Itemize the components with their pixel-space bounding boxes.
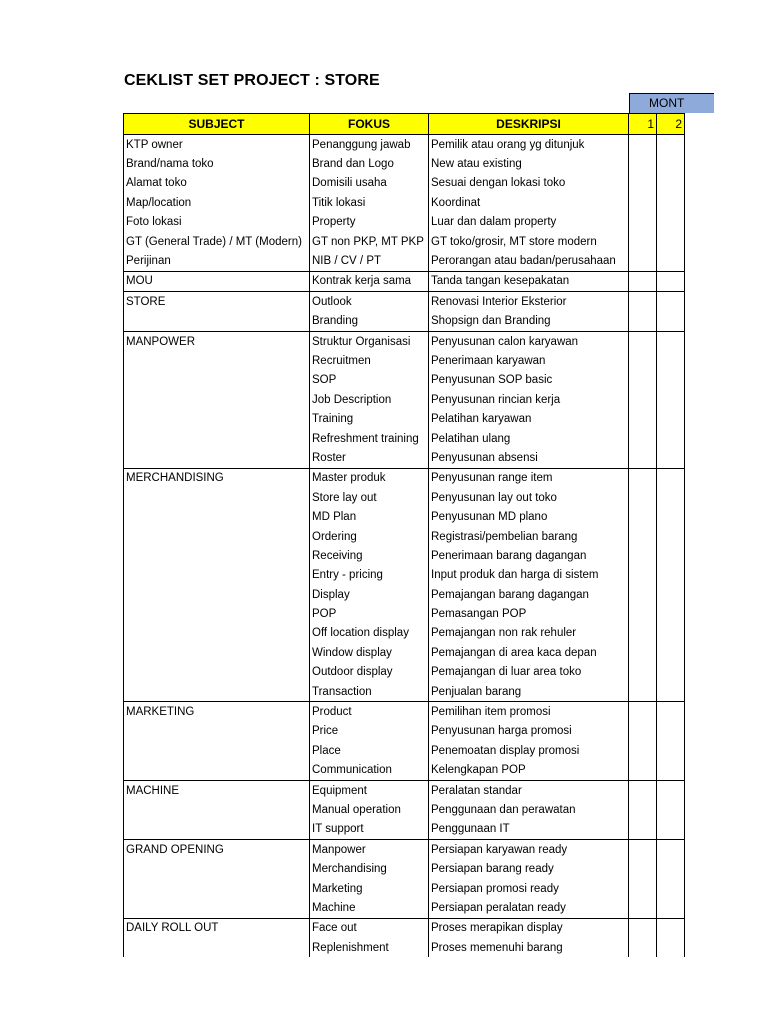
cell-deskripsi[interactable]: Proses merapikan display [429, 918, 629, 938]
cell-month-1[interactable] [629, 682, 657, 702]
cell-month-1[interactable] [629, 702, 657, 722]
cell-deskripsi[interactable]: GT toko/grosir, MT store modern [429, 232, 629, 251]
cell-month-2[interactable] [657, 448, 685, 468]
cell-month-2[interactable] [657, 527, 685, 546]
cell-subject[interactable] [124, 722, 310, 741]
cell-month-1[interactable] [629, 251, 657, 271]
cell-fokus[interactable]: Kontrak kerja sama [310, 271, 429, 291]
cell-month-1[interactable] [629, 409, 657, 428]
table-row [124, 174, 685, 193]
cell-fokus[interactable]: Marketing [310, 879, 429, 898]
table-row [124, 488, 685, 507]
cell-month-1[interactable] [629, 468, 657, 488]
cell-deskripsi[interactable]: Registrasi/pembelian barang [429, 527, 629, 546]
cell-subject[interactable] [124, 488, 310, 507]
cell-month-2[interactable] [657, 938, 685, 957]
cell-subject[interactable] [124, 938, 310, 957]
cell-fokus[interactable]: Transaction [310, 682, 429, 702]
cell-month-2[interactable] [657, 780, 685, 800]
cell-month-2[interactable] [657, 546, 685, 565]
cell-fokus[interactable]: Equipment [310, 780, 429, 800]
cell-subject[interactable] [124, 390, 310, 409]
cell-deskripsi[interactable]: Pemajangan barang dagangan [429, 585, 629, 604]
cell-subject[interactable] [124, 351, 310, 370]
cell-fokus[interactable]: Ordering [310, 527, 429, 546]
cell-month-1[interactable] [629, 371, 657, 390]
cell-deskripsi[interactable]: Proses memenuhi barang [429, 938, 629, 957]
cell-fokus[interactable]: GT non PKP, MT PKP [310, 232, 429, 251]
cell-fokus[interactable]: Product [310, 702, 429, 722]
cell-deskripsi[interactable]: Renovasi Interior Eksterior [429, 292, 629, 312]
table-row [124, 507, 685, 526]
cell-month-1[interactable] [629, 624, 657, 643]
cell-deskripsi[interactable]: Penyusunan absensi [429, 448, 629, 468]
cell-month-2[interactable] [657, 663, 685, 682]
cell-deskripsi[interactable]: Pemilihan item promosi [429, 702, 629, 722]
cell-month-1[interactable] [629, 232, 657, 251]
cell-month-2[interactable] [657, 312, 685, 332]
cell-fokus[interactable]: Store lay out [310, 488, 429, 507]
table-row [124, 663, 685, 682]
table-row [124, 643, 685, 662]
cell-month-2[interactable] [657, 292, 685, 312]
cell-subject[interactable]: Alamat toko [124, 174, 310, 193]
cell-month-2[interactable] [657, 585, 685, 604]
cell-month-2[interactable] [657, 488, 685, 507]
cell-month-2[interactable] [657, 409, 685, 428]
cell-fokus[interactable]: Manpower [310, 840, 429, 860]
cell-month-1[interactable] [629, 154, 657, 173]
cell-deskripsi[interactable]: Perorangan atau badan/perusahaan [429, 251, 629, 271]
table-row [124, 682, 685, 702]
cell-month-1[interactable] [629, 566, 657, 585]
table-row [124, 135, 685, 155]
cell-month-2[interactable] [657, 371, 685, 390]
cell-fokus[interactable]: NIB / CV / PT [310, 251, 429, 271]
table-row [124, 840, 685, 860]
table-row [124, 585, 685, 604]
cell-month-2[interactable] [657, 232, 685, 251]
cell-deskripsi[interactable]: Persiapan peralatan ready [429, 898, 629, 918]
table-row [124, 604, 685, 623]
cell-subject[interactable]: Foto lokasi [124, 213, 310, 232]
cell-subject[interactable] [124, 800, 310, 819]
table-row [124, 448, 685, 468]
cell-month-2[interactable] [657, 761, 685, 781]
cell-fokus[interactable]: Communication [310, 761, 429, 781]
cell-deskripsi[interactable]: Pemajangan di luar area toko [429, 663, 629, 682]
cell-month-2[interactable] [657, 566, 685, 585]
cell-deskripsi[interactable]: Pemajangan di area kaca depan [429, 643, 629, 662]
cell-month-2[interactable] [657, 702, 685, 722]
cell-fokus[interactable]: Refreshment training [310, 429, 429, 448]
cell-fokus[interactable]: Penanggung jawab [310, 135, 429, 155]
cell-subject[interactable] [124, 566, 310, 585]
cell-deskripsi[interactable]: Tanda tangan kesepakatan [429, 271, 629, 291]
cell-month-1[interactable] [629, 488, 657, 507]
cell-deskripsi[interactable]: Persiapan promosi ready [429, 879, 629, 898]
cell-fokus[interactable]: Struktur Organisasi [310, 331, 429, 351]
cell-month-1[interactable] [629, 429, 657, 448]
cell-deskripsi[interactable]: New atau existing [429, 154, 629, 173]
cell-month-1[interactable] [629, 604, 657, 623]
cell-month-2[interactable] [657, 390, 685, 409]
cell-month-1[interactable] [629, 761, 657, 781]
cell-subject[interactable]: STORE [124, 292, 310, 312]
cell-subject[interactable] [124, 604, 310, 623]
cell-subject[interactable]: MARKETING [124, 702, 310, 722]
cell-month-1[interactable] [629, 390, 657, 409]
cell-deskripsi[interactable]: Pelatihan karyawan [429, 409, 629, 428]
cell-subject[interactable] [124, 409, 310, 428]
cell-deskripsi[interactable]: Pemasangan POP [429, 604, 629, 623]
cell-subject[interactable]: Map/location [124, 193, 310, 212]
cell-fokus[interactable]: Job Description [310, 390, 429, 409]
cell-month-1[interactable] [629, 780, 657, 800]
cell-month-2[interactable] [657, 820, 685, 840]
column-header-fokus[interactable]: FOKUS [310, 114, 429, 135]
table-row [124, 271, 685, 291]
cell-deskripsi[interactable]: Penemoatan display promosi [429, 741, 629, 760]
cell-subject[interactable] [124, 859, 310, 878]
table-row [124, 468, 685, 488]
cell-subject[interactable]: MANPOWER [124, 331, 310, 351]
cell-month-2[interactable] [657, 840, 685, 860]
cell-fokus[interactable]: Off location display [310, 624, 429, 643]
cell-month-2[interactable] [657, 879, 685, 898]
cell-month-2[interactable] [657, 624, 685, 643]
cell-fokus[interactable]: Price [310, 722, 429, 741]
table-row [124, 251, 685, 271]
cell-fokus[interactable]: Window display [310, 643, 429, 662]
column-header-subject[interactable]: SUBJECT [124, 114, 310, 135]
cell-subject[interactable] [124, 643, 310, 662]
cell-deskripsi[interactable]: Penyusunan MD plano [429, 507, 629, 526]
table-row [124, 741, 685, 760]
cell-deskripsi[interactable]: Penyusunan lay out toko [429, 488, 629, 507]
table-row [124, 312, 685, 332]
cell-subject[interactable]: KTP owner [124, 135, 310, 155]
cell-month-2[interactable] [657, 682, 685, 702]
table-row [124, 232, 685, 251]
table-row [124, 938, 685, 957]
cell-month-1[interactable] [629, 840, 657, 860]
table-row [124, 566, 685, 585]
table-row [124, 722, 685, 741]
cell-month-2[interactable] [657, 918, 685, 938]
cell-month-2[interactable] [657, 174, 685, 193]
cell-subject[interactable] [124, 527, 310, 546]
table-row [124, 429, 685, 448]
cell-month-1[interactable] [629, 918, 657, 938]
cell-month-1[interactable] [629, 331, 657, 351]
cell-subject[interactable]: MOU [124, 271, 310, 291]
cell-deskripsi[interactable]: Pemajangan non rak rehuler [429, 624, 629, 643]
cell-deskripsi[interactable]: Persiapan karyawan ready [429, 840, 629, 860]
cell-month-1[interactable] [629, 174, 657, 193]
cell-deskripsi[interactable]: Shopsign dan Branding [429, 312, 629, 332]
cell-fokus[interactable]: Master produk [310, 468, 429, 488]
cell-month-1[interactable] [629, 643, 657, 662]
cell-fokus[interactable]: MD Plan [310, 507, 429, 526]
cell-subject[interactable]: Brand/nama toko [124, 154, 310, 173]
cell-fokus[interactable]: Training [310, 409, 429, 428]
cell-subject[interactable] [124, 663, 310, 682]
cell-month-2[interactable] [657, 722, 685, 741]
cell-deskripsi[interactable]: Pemilik atau orang yg ditunjuk [429, 135, 629, 155]
cell-deskripsi[interactable]: Kelengkapan POP [429, 761, 629, 781]
cell-month-2[interactable] [657, 429, 685, 448]
table-row [124, 331, 685, 351]
table-row [124, 371, 685, 390]
cell-month-1[interactable] [629, 741, 657, 760]
cell-deskripsi[interactable]: Input produk dan harga di sistem [429, 566, 629, 585]
table-row [124, 351, 685, 370]
cell-month-2[interactable] [657, 898, 685, 918]
cell-deskripsi[interactable]: Koordinat [429, 193, 629, 212]
table-row [124, 409, 685, 428]
cell-month-2[interactable] [657, 351, 685, 370]
cell-month-1[interactable] [629, 938, 657, 957]
header-row [124, 114, 685, 135]
cell-deskripsi[interactable]: Penyusunan rincian kerja [429, 390, 629, 409]
cell-month-1[interactable] [629, 213, 657, 232]
cell-subject[interactable]: MERCHANDISING [124, 468, 310, 488]
cell-month-2[interactable] [657, 741, 685, 760]
cell-deskripsi[interactable]: Penyusunan SOP basic [429, 371, 629, 390]
cell-subject[interactable] [124, 741, 310, 760]
cell-subject[interactable] [124, 448, 310, 468]
cell-month-1[interactable] [629, 135, 657, 155]
cell-month-2[interactable] [657, 604, 685, 623]
cell-deskripsi[interactable]: Peralatan standar [429, 780, 629, 800]
cell-month-2[interactable] [657, 859, 685, 878]
table-row [124, 918, 685, 938]
cell-fokus[interactable]: POP [310, 604, 429, 623]
cell-subject[interactable] [124, 682, 310, 702]
cell-month-1[interactable] [629, 193, 657, 212]
cell-subject[interactable]: MACHINE [124, 780, 310, 800]
cell-month-2[interactable] [657, 251, 685, 271]
cell-subject[interactable] [124, 585, 310, 604]
sheet-title: CEKLIST SET PROJECT : STORE [124, 72, 380, 89]
cell-deskripsi[interactable]: Sesuai dengan lokasi toko [429, 174, 629, 193]
cell-month-2[interactable] [657, 800, 685, 819]
cell-fokus[interactable]: Machine [310, 898, 429, 918]
cell-deskripsi[interactable]: Penggunaan IT [429, 820, 629, 840]
cell-subject[interactable]: DAILY ROLL OUT [124, 918, 310, 938]
cell-fokus[interactable]: Roster [310, 448, 429, 468]
cell-fokus[interactable]: Entry - pricing [310, 566, 429, 585]
cell-fokus[interactable]: Receiving [310, 546, 429, 565]
cell-deskripsi[interactable]: Penyusunan harga promosi [429, 722, 629, 741]
cell-month-1[interactable] [629, 546, 657, 565]
cell-deskripsi[interactable]: Luar dan dalam property [429, 213, 629, 232]
cell-month-2[interactable] [657, 271, 685, 291]
cell-fokus[interactable]: IT support [310, 820, 429, 840]
checklist-table [123, 113, 685, 957]
table-row [124, 154, 685, 173]
cell-deskripsi[interactable]: Penerimaan karyawan [429, 351, 629, 370]
cell-month-2[interactable] [657, 331, 685, 351]
cell-month-2[interactable] [657, 193, 685, 212]
cell-subject[interactable] [124, 624, 310, 643]
table-row [124, 292, 685, 312]
cell-subject[interactable]: GRAND OPENING [124, 840, 310, 860]
column-header-month-2[interactable]: 2 [657, 114, 685, 135]
cell-subject[interactable] [124, 820, 310, 840]
cell-fokus[interactable]: Manual operation [310, 800, 429, 819]
cell-month-1[interactable] [629, 879, 657, 898]
cell-month-1[interactable] [629, 663, 657, 682]
cell-month-1[interactable] [629, 351, 657, 370]
cell-fokus[interactable]: SOP [310, 371, 429, 390]
table-row [124, 820, 685, 840]
cell-fokus[interactable]: Outdoor display [310, 663, 429, 682]
cell-fokus[interactable]: Domisili usaha [310, 174, 429, 193]
cell-month-2[interactable] [657, 507, 685, 526]
cell-subject[interactable] [124, 371, 310, 390]
cell-month-1[interactable] [629, 898, 657, 918]
cell-deskripsi[interactable]: Penyusunan calon karyawan [429, 331, 629, 351]
table-row [124, 546, 685, 565]
table-row [124, 780, 685, 800]
cell-fokus[interactable]: Display [310, 585, 429, 604]
table-row [124, 624, 685, 643]
cell-subject[interactable]: GT (General Trade) / MT (Modern) [124, 232, 310, 251]
cell-fokus[interactable]: Property [310, 213, 429, 232]
table-row [124, 702, 685, 722]
cell-month-1[interactable] [629, 585, 657, 604]
table-row [124, 213, 685, 232]
cell-subject[interactable] [124, 312, 310, 332]
table-row [124, 527, 685, 546]
cell-subject[interactable] [124, 546, 310, 565]
cell-deskripsi[interactable]: Penggunaan dan perawatan [429, 800, 629, 819]
cell-subject[interactable]: Perijinan [124, 251, 310, 271]
cell-fokus[interactable]: Place [310, 741, 429, 760]
cell-month-1[interactable] [629, 527, 657, 546]
cell-month-1[interactable] [629, 820, 657, 840]
cell-month-2[interactable] [657, 643, 685, 662]
cell-deskripsi[interactable]: Penjualan barang [429, 682, 629, 702]
cell-subject[interactable] [124, 507, 310, 526]
cell-deskripsi[interactable]: Pelatihan ulang [429, 429, 629, 448]
cell-month-2[interactable] [657, 154, 685, 173]
table-row [124, 859, 685, 878]
cell-fokus[interactable]: Brand dan Logo [310, 154, 429, 173]
cell-month-2[interactable] [657, 213, 685, 232]
cell-deskripsi[interactable]: Persiapan barang ready [429, 859, 629, 878]
table-row [124, 193, 685, 212]
table-row [124, 800, 685, 819]
cell-month-1[interactable] [629, 312, 657, 332]
cell-deskripsi[interactable]: Penyusunan range item [429, 468, 629, 488]
cell-month-1[interactable] [629, 271, 657, 291]
cell-month-2[interactable] [657, 468, 685, 488]
cell-subject[interactable] [124, 761, 310, 781]
cell-fokus[interactable]: Face out [310, 918, 429, 938]
cell-month-1[interactable] [629, 800, 657, 819]
cell-deskripsi[interactable]: Penerimaan barang dagangan [429, 546, 629, 565]
cell-month-1[interactable] [629, 292, 657, 312]
cell-subject[interactable] [124, 898, 310, 918]
cell-month-1[interactable] [629, 722, 657, 741]
cell-month-1[interactable] [629, 859, 657, 878]
cell-fokus[interactable]: Titik lokasi [310, 193, 429, 212]
cell-subject[interactable] [124, 429, 310, 448]
cell-fokus[interactable]: Replenishment [310, 938, 429, 957]
cell-fokus[interactable]: Outlook [310, 292, 429, 312]
table-row [124, 898, 685, 918]
table-row [124, 761, 685, 781]
month-header-cell[interactable]: MONT [629, 93, 714, 113]
column-header-deskripsi[interactable]: DESKRIPSI [429, 114, 629, 135]
cell-fokus[interactable]: Merchandising [310, 859, 429, 878]
cell-fokus[interactable]: Branding [310, 312, 429, 332]
cell-fokus[interactable]: Recruitmen [310, 351, 429, 370]
cell-month-1[interactable] [629, 448, 657, 468]
table-row [124, 879, 685, 898]
table-row [124, 390, 685, 409]
cell-month-1[interactable] [629, 507, 657, 526]
column-header-month-1[interactable]: 1 [629, 114, 657, 135]
cell-subject[interactable] [124, 879, 310, 898]
cell-month-2[interactable] [657, 135, 685, 155]
